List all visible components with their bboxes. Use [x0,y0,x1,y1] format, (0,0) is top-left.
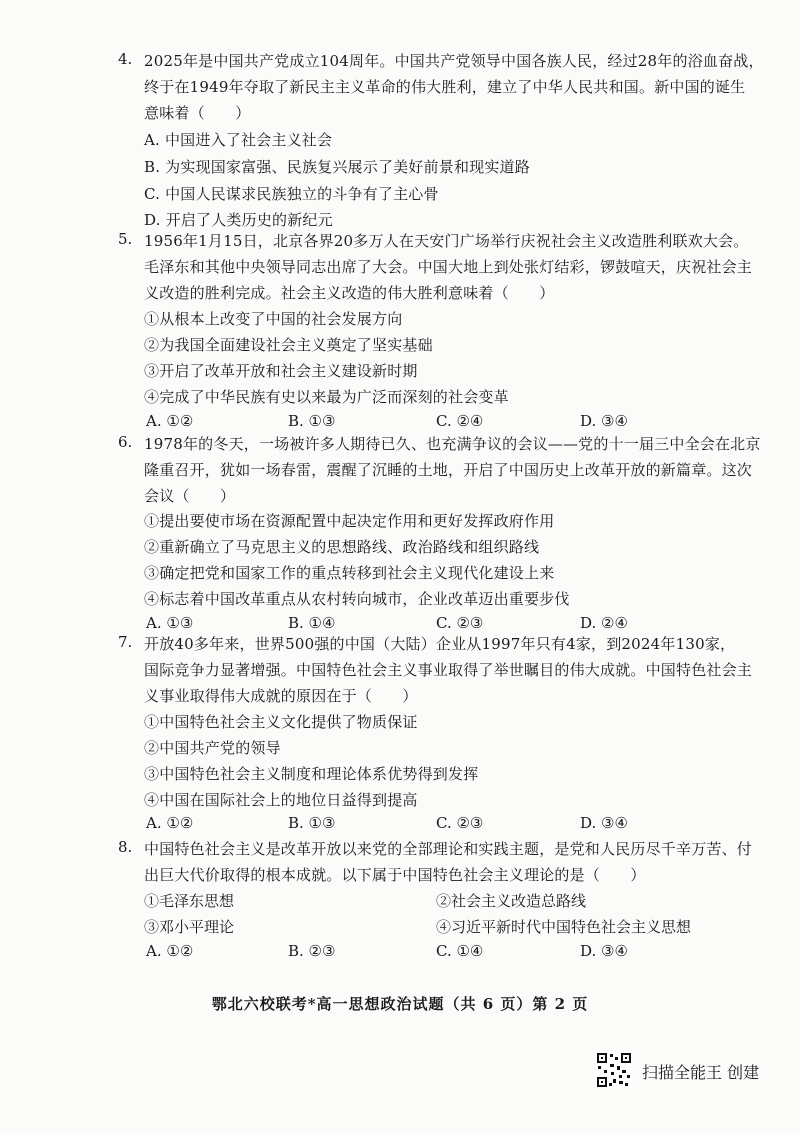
option-d: D. 开启了人类历史的新纪元 [144,211,333,229]
option-c: C. ②③ [436,614,484,632]
statement-3: ③开启了改革开放和社会主义建设新时期 [144,362,418,380]
statement-2: ②社会主义改造总路线 [436,892,587,910]
option-c: C. 中国人民谋求民族独立的斗争有了主心骨 [144,185,439,203]
question-text-line: 隆重召开，犹如一场春雷，震醒了沉睡的土地，开启了中国历史上改革开放的新篇章。这次 [144,461,753,479]
question-text-line: 开放40多年来，世界500强的中国（大陆）企业从1997年只有4家，到2024年130家， [144,635,736,653]
statement-2: ②中国共产党的领导 [144,739,281,757]
question-text-line: 意味着（ ） [144,104,251,122]
question-text-line: 出巨大代价取得的根本成就。以下属于中国特色社会主义理论的是（ ） [144,866,646,884]
statement-4: ④习近平新时代中国特色社会主义思想 [436,918,692,936]
scanner-watermark: 扫描全能王 创建 [642,1063,760,1082]
qr-code-icon [596,1052,632,1088]
statement-3: ③确定把党和国家工作的重点转移到社会主义现代化建设上来 [144,564,555,582]
statement-4: ④完成了中华民族有史以来最为广泛而深刻的社会变革 [144,388,509,406]
statement-1: ①从根本上改变了中国的社会发展方向 [144,310,403,328]
question-text-line: 义事业取得伟大成就的原因在于（ ） [144,687,418,705]
question-text-line: 2025年是中国共产党成立104周年。中国共产党领导中国各族人民，经过28年的浴血奋战， [144,52,764,70]
question-number: 7. [118,633,133,651]
option-b: B. ②③ [288,942,336,960]
statement-2: ②重新确立了马克思主义的思想路线、政治路线和组织路线 [144,538,540,556]
statement-1: ①毛泽东思想 [144,892,235,910]
question-text-line: 毛泽东和其他中央领导同志出席了大会。中国大地上到处张灯结彩，锣鼓喧天，庆祝社会主 [144,258,753,276]
statement-3: ③中国特色社会主义制度和理论体系优势得到发挥 [144,765,479,783]
option-b: B. ①④ [288,614,336,632]
statement-4: ④标志着中国改革重点从农村转向城市，企业改革迈出重要步伐 [144,590,570,608]
question-number: 5. [118,230,133,248]
question-number: 4. [118,50,133,68]
option-d: D. ②④ [580,614,628,632]
statement-1: ①提出要使市场在资源配置中起决定作用和更好发挥政府作用 [144,512,555,530]
option-c: C. ②④ [436,412,484,430]
option-b: B. 为实现国家富强、民族复兴展示了美好前景和现实道路 [144,158,530,176]
question-text-line: 终于在1949年夺取了新民主主义革命的伟大胜利，建立了中华人民共和国。新中国的诞生 [144,78,746,96]
option-a: A. ①② [146,412,194,430]
statement-1: ①中国特色社会主义文化提供了物质保证 [144,713,418,731]
option-d: D. ③④ [580,814,628,832]
option-b: B. ①③ [288,412,336,430]
option-c: C. ①④ [436,942,484,960]
question-number: 8. [118,838,133,856]
option-a: A. 中国进入了社会主义社会 [144,131,333,149]
option-d: D. ③④ [580,412,628,430]
question-text-line: 中国特色社会主义是改革开放以来党的全部理论和实践主题，是党和人民历尽千辛万苦、付 [144,840,753,858]
option-c: C. ②③ [436,814,484,832]
option-b: B. ①③ [288,814,336,832]
option-a: A. ①② [146,814,194,832]
option-a: A. ①② [146,942,194,960]
question-text-line: 1956年1月15日，北京各界20多万人在天安门广场举行庆祝社会主义改造胜利联欢大会。 [144,232,749,250]
question-text-line: 1978年的冬天，一场被许多人期待已久、也充满争议的会议——党的十一届三中全会在北京 [144,435,761,453]
option-d: D. ③④ [580,942,628,960]
option-a: A. ①③ [146,614,194,632]
statement-2: ②为我国全面建设社会主义奠定了坚实基础 [144,336,433,354]
question-number: 6. [118,433,133,451]
page-footer: 鄂北六校联考*高一思想政治试题（共 6 页）第 2 页 [211,995,589,1013]
question-text-line: 会议（ ） [144,487,236,505]
statement-4: ④中国在国际社会上的地位日益得到提高 [144,791,418,809]
question-text-line: 国际竞争力显著增强。中国特色社会主义事业取得了举世瞩目的伟大成就。中国特色社会主 [144,661,753,679]
statement-3: ③邓小平理论 [144,918,235,936]
question-text-line: 义改造的胜利完成。社会主义改造的伟大胜利意味着（ ） [144,284,555,302]
